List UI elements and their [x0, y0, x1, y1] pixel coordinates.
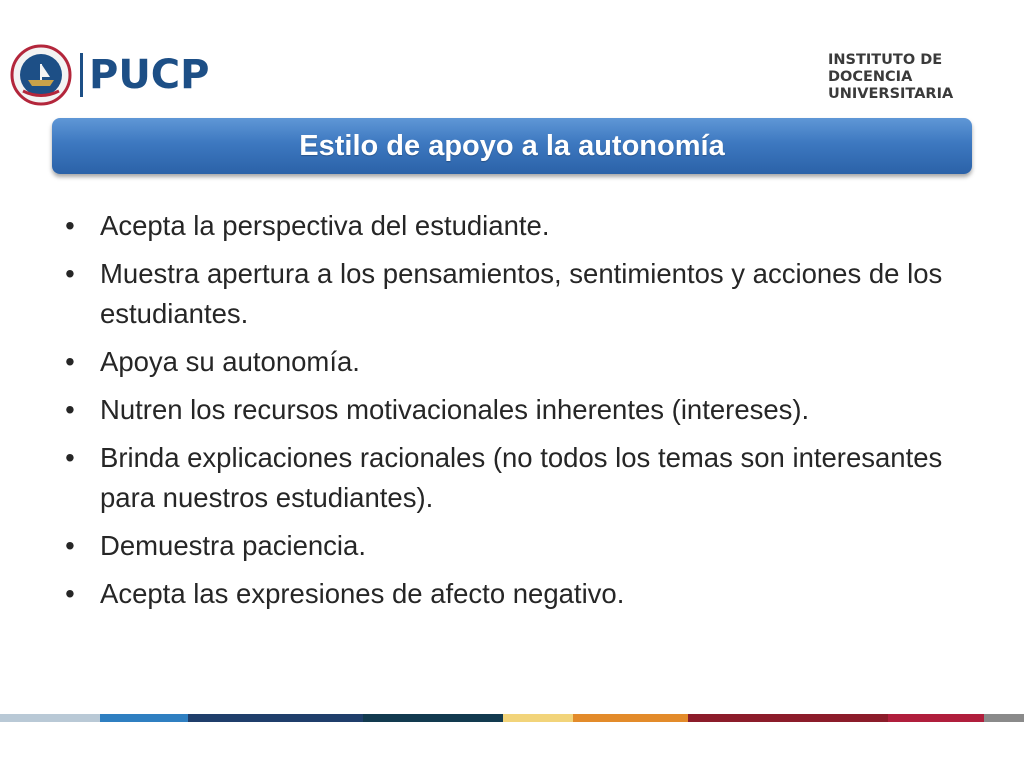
stripe-segment: [0, 714, 100, 722]
footer-color-stripe: [0, 714, 1024, 722]
stripe-segment: [888, 714, 984, 722]
bullet-icon: •: [65, 394, 75, 425]
instituto-docencia-logo: [828, 52, 953, 103]
logo-line-2: DOCENCIA: [828, 69, 913, 85]
list-item-text: Muestra apertura a los pensamientos, sentimientos y acciones de los estudiantes.: [100, 258, 943, 329]
title-bar: [52, 118, 972, 174]
list-item: [60, 438, 980, 518]
list-item: [60, 526, 980, 566]
list-item: [60, 342, 980, 382]
bullet-icon: •: [65, 258, 75, 289]
pucp-logo: [10, 44, 209, 106]
pucp-seal-icon: [10, 44, 72, 106]
pucp-wordmark: PUCP: [80, 53, 209, 97]
list-item-text: Brinda explicaciones racionales (no todos los temas son interesantes para nuestros estudiantes).: [100, 442, 943, 513]
logo-line-3: UNIVERSITARIA: [828, 86, 954, 102]
bullet-icon: •: [65, 442, 75, 473]
stripe-segment: [573, 714, 688, 722]
bullet-icon: •: [65, 578, 75, 609]
list-item: [60, 390, 980, 430]
list-item: [60, 206, 980, 246]
stripe-segment: [188, 714, 363, 722]
list-item-text: Nutren los recursos motivacionales inherentes (intereses).: [100, 394, 810, 425]
stripe-segment: [363, 714, 503, 722]
stripe-segment: [688, 714, 888, 722]
list-item: [60, 574, 980, 614]
stripe-segment: [503, 714, 573, 722]
bullet-icon: •: [65, 530, 75, 561]
stripe-segment: [984, 714, 1024, 722]
bullet-list: [60, 206, 980, 622]
list-item: [60, 254, 980, 334]
bullet-icon: •: [65, 210, 75, 241]
list-item-text: Acepta las expresiones de afecto negativo.: [100, 578, 625, 609]
logo-line-1: INSTITUTO DE: [828, 52, 943, 68]
list-item-text: Apoya su autonomía.: [100, 346, 360, 377]
bullet-icon: •: [65, 346, 75, 377]
stripe-segment: [100, 714, 188, 722]
list-item-text: Acepta la perspectiva del estudiante.: [100, 210, 550, 241]
slide-title: Estilo de apoyo a la autonomía: [299, 129, 725, 162]
list-item-text: Demuestra paciencia.: [100, 530, 366, 561]
